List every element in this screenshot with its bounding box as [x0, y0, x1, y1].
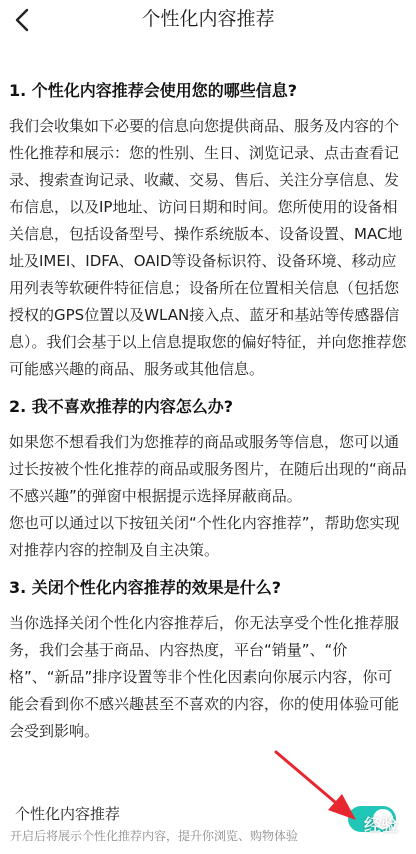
section-2	[9, 395, 407, 564]
section-paragraph: 当你选择关闭个性化内容推荐后，你无法享受个性化推荐服务，我们会基于商品、内容热度，平台“销量”、“价格”、“新品”排序设置等非个性化因素向你展示内容，你可能会看到你不感兴趣甚至不喜欢的内容，你的使用体验可能会受到影响。	[9, 614, 400, 740]
section-title: 3. 关闭个性化内容推荐的效果是什么?	[9, 578, 282, 597]
setting-title: 个性化内容推荐	[15, 805, 121, 823]
header	[0, 0, 416, 40]
watermark-text: 经验	[364, 816, 398, 836]
toggle-knob	[373, 809, 393, 829]
content	[9, 79, 407, 745]
section-3	[9, 576, 407, 745]
page-title: 个性化内容推荐	[141, 8, 275, 30]
section-title: 1. 个性化内容推荐会使用您的哪些信息?	[9, 81, 298, 100]
setting-description: 开启后将展示个性化推荐内容，提升你浏览、购物体验	[10, 829, 299, 843]
section-paragraph: 如果您不想看我们为您推荐的商品或服务等信息，您可以通过长按被个性化推荐的商品或服务图片，在随后出现的“商品不感兴趣”的弹窗中根据提示选择屏蔽商品。	[9, 433, 407, 505]
section-paragraph: 我们会收集如下必要的信息向您提供商品、服务及内容的个性化推荐和展示：您的性别、生日、浏览记录、点击查看记录、搜索查询记录、收藏、交易、售后、关注分享信息、发布信息，以及IP地址、访问日期和时间。您所使用的设备相关信息，包括设备型号、操作系统版本、设备设置、MAC地址及IMEI、IDFA、OAID等设备标识符、设备环境、移动应用列表等软硬件特征信息；设备所在位置相关信息（包括您授权的GPS位置以及WLAN接入点、蓝牙和基站等传感器信息）。我们会基于以上信息提取您的偏好特征，并向您推荐您可能感兴趣的商品、服务或其他信息。	[9, 117, 407, 378]
section-paragraph: 您也可以通过以下按钮关闭“个性化内容推荐”，帮助您实现对推荐内容的控制及自主决策。	[9, 514, 400, 559]
section-title: 2. 我不喜欢推荐的内容怎么办?	[9, 397, 234, 416]
section-1	[9, 79, 407, 383]
personalized-recommendation-toggle[interactable]	[348, 806, 396, 832]
personalized-recommendation-setting	[0, 796, 416, 854]
